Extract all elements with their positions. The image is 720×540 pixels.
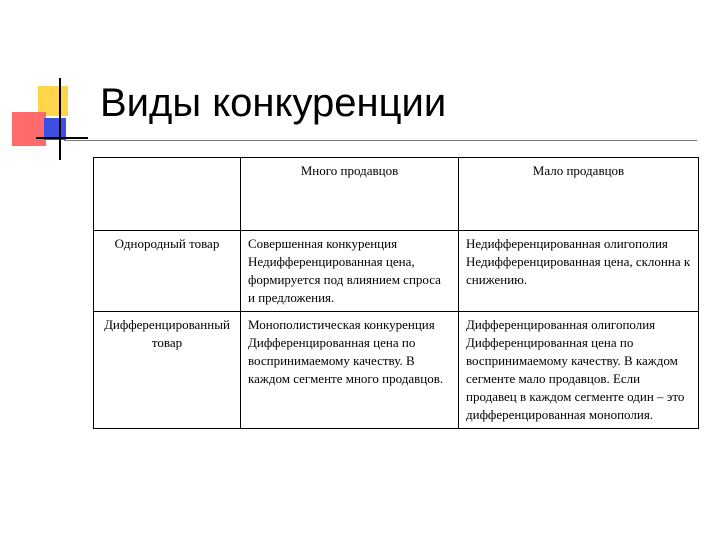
slide-title: Виды конкуренции bbox=[100, 81, 447, 125]
cell-perfect-competition bbox=[241, 231, 459, 312]
decor-red-square bbox=[12, 112, 46, 146]
table-corner-cell bbox=[94, 158, 241, 231]
cell-title: Недифференцированная олигополия bbox=[466, 236, 668, 251]
cell-monopolistic-competition bbox=[241, 312, 459, 429]
cell-undifferentiated-oligopoly bbox=[459, 231, 699, 312]
row-header-homogeneous: Однородный товар bbox=[94, 231, 241, 312]
column-header-many-sellers: Много продавцов bbox=[241, 158, 459, 231]
cell-description: Дифференцированная цена по воспринимаемому качеству. В каждом сегменте мало продавцов. Если продавец в каждом сегменте один – это дифференцированная монополия. bbox=[466, 335, 685, 422]
decor-vertical-line bbox=[59, 78, 61, 160]
column-header-few-sellers: Мало продавцов bbox=[459, 158, 699, 231]
competition-types-table bbox=[93, 157, 699, 429]
cell-differentiated-oligopoly bbox=[459, 312, 699, 429]
row-header-differentiated: Дифференцированный товар bbox=[94, 312, 241, 429]
table-header-row bbox=[94, 158, 699, 231]
decor-horizontal-line bbox=[36, 137, 88, 139]
table-row bbox=[94, 312, 699, 429]
table-row bbox=[94, 231, 699, 312]
title-rule bbox=[64, 140, 697, 141]
cell-title: Дифференцированная олигополия bbox=[466, 317, 656, 332]
cell-description: Недифференцированная цена, склонна к снижению. bbox=[466, 254, 691, 287]
cell-title: Монополистическая конкуренция bbox=[248, 317, 435, 332]
cell-description: Дифференцированная цена по воспринимаемому качеству. В каждом сегменте много продавцов. bbox=[248, 335, 444, 386]
cell-title: Совершенная конкуренция bbox=[248, 236, 398, 251]
cell-description: Недифференцированная цена, формируется под влиянием спроса и предложения. bbox=[248, 254, 441, 305]
